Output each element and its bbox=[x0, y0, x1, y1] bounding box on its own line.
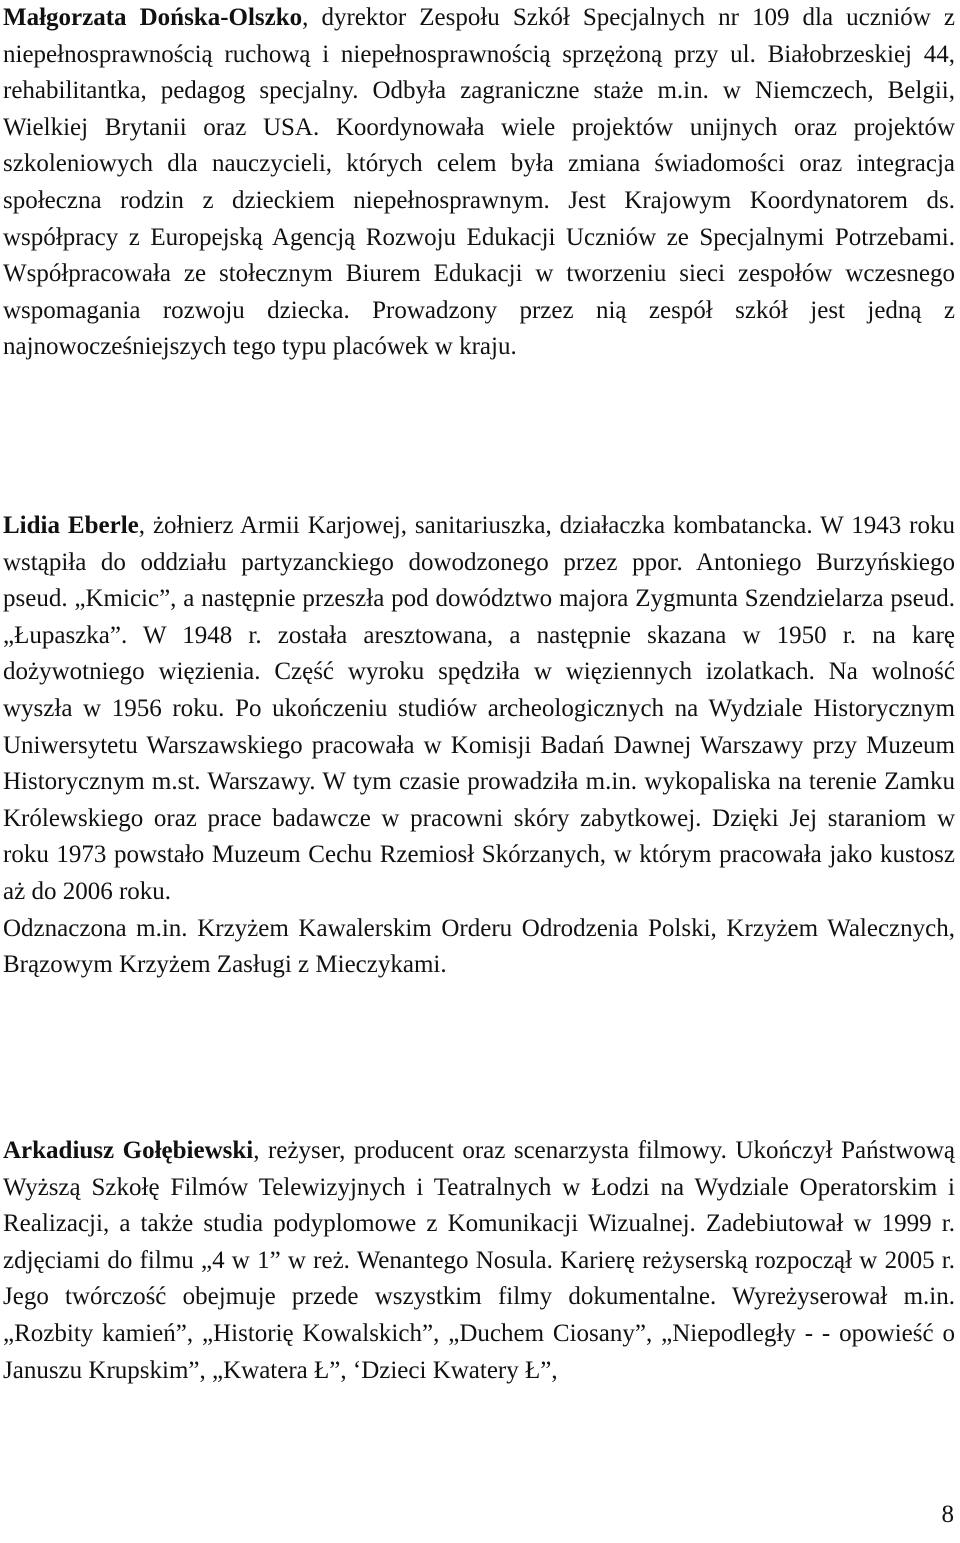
biography-text: Odznaczona m.in. Krzyżem Kawalerskim Orderu Odrodzenia Polski, Krzyżem Walecznych, Brązowym Krzyżem Zasługi z Mieczykami. bbox=[3, 914, 955, 979]
biography-text bbox=[3, 1133, 955, 1389]
person-name: Arkadiusz Gołębiewski bbox=[3, 1137, 254, 1164]
biography-body: , żołnierz Armii Karjowej, sanitariuszka, działaczka kombatancka. W 1943 roku wstąpiła do oddziału partyzanckiego dowodzonego przez ppor. Antoniego Burzyńskiego pseud. „Kmicic”, a następnie przeszła pod dowództwo majora Zygmunta Szendzielarza pseud. „Łupaszka”. W 1948 r. została aresztowana, a następnie skazana w 1950 r. na karę dożywotniego więzienia. Część wyroku spędziła w więziennych izolatkach. Na wolność wyszła w 1956 roku. Po ukończeniu studiów archeologicznych na Wydziale Historycznym Uniwersytetu Warszawskiego pracowała w Komisji Badań Dawnej Warszawy przy Muzeum Historycznym m.st. Warszawy. W tym czasie prowadziła m.in. wykopaliska na terenie Zamku Królewskiego oraz prace badawcze w pracowni skóry zabytkowej. Dzięki Jej staraniom w roku 1973 powstało Muzeum Cechu Rzemiosł Skórzanych, w którym pracowała jako kustosz aż do 2006 roku. bbox=[3, 512, 955, 905]
biography-body: , reżyser, producent oraz scenarzysta filmowy. Ukończył Państwową Wyższą Szkołę Filmów Telewizyjnych i Teatralnych w Łodzi na Wydziale Operatorskim i Realizacji, a także studia podyplomowe z Komunikacji Wizualnej. Zadebiutował w 1999 r. zdjęciami do filmu „4 w 1” w reż. Wenantego Nosula. Karierę reżyserską rozpoczął w 2005 r. Jego twórczość obejmuje przede wszystkim filmy dokumentalne. Wyreżyserował m.in. „Rozbity kamień”, „Historię Kowalskich”, „Duchem Ciosany”, „Niepodległy - - opowieść o Januszu Krupskim”, „Kwatera Ł”, ‘Dzieci Kwatery Ł”, bbox=[3, 1137, 955, 1384]
biography-paragraph bbox=[3, 0, 955, 366]
biography-body: , dyrektor Zespołu Szkół Specjalnych nr 109 dla uczniów z niepełnosprawnością ruchową i niepełnosprawnością sprzężoną przy ul. Białobrzeskiej 44, rehabilitantka, pedagog specjalny. Odbyła zagraniczne staże m.in. w Niemczech, Belgii, Wielkiej Brytanii oraz USA. Koordynowała wiele projektów unijnych oraz projektów szkoleniowych dla nauczycieli, których celem była zmiana świadomości oraz integracja społeczna rodzin z dzieckiem niepełnosprawnym. Jest Krajowym Koordynatorem ds. współpracy z Europejską Agencją Rozwoju Edukacji Uczniów ze Specjalnymi Potrzebami. Współpracowała ze stołecznym Biurem Edukacji w tworzeniu sieci zespołów wczesnego wspomagania rozwoju dziecka. Prowadzony przez nią zespół szkół jest jedną z najnowocześniejszych tego typu placówek w kraju. bbox=[3, 4, 955, 361]
biography-text bbox=[3, 0, 955, 366]
page-number: 8 bbox=[941, 1501, 954, 1528]
biography-paragraph bbox=[3, 1133, 955, 1389]
person-name: Małgorzata Dońska-Olszko bbox=[3, 4, 303, 31]
person-name: Lidia Eberle bbox=[3, 512, 139, 539]
biography-text bbox=[3, 508, 955, 911]
biography-paragraph bbox=[3, 508, 955, 984]
